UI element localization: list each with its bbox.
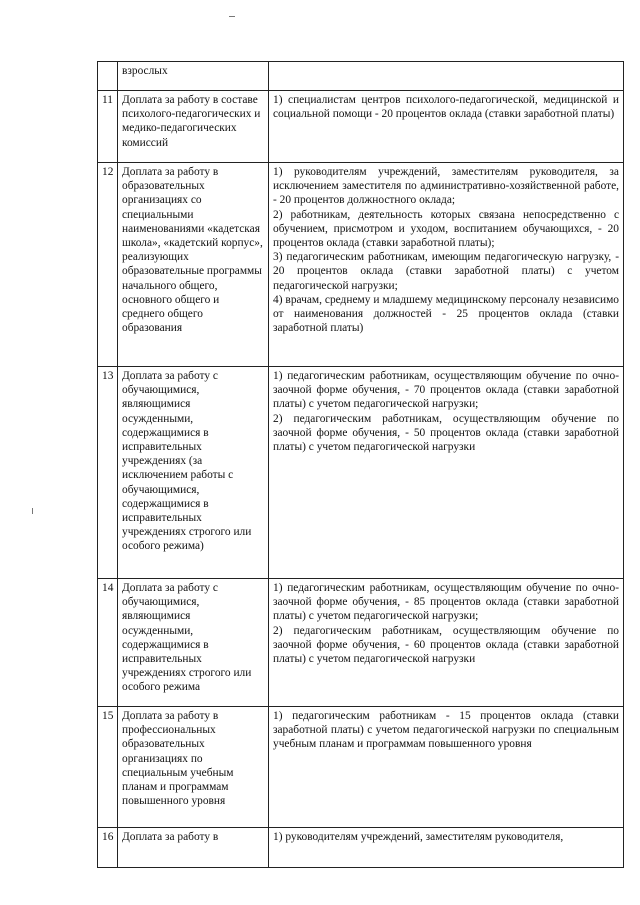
description-item: 2) педагогическим работникам, осуществляющим обучение по заочной форме обучения, - 50 процентов оклада (ставки заработной платы) с учетом педагогической нагрузки: [273, 412, 619, 454]
row-number: 15: [98, 707, 118, 828]
description-item: 1) специалистам центров психолого-педагогической, медицинской и социальной помощи - 20 процентов оклада (ставки заработной платы): [273, 94, 619, 121]
description-item: 1) педагогическим работникам, осуществляющим обучение по очно-заочной форме обучения, - 85 процентов оклада (ставки заработной платы) с учетом педагогической нагрузки;: [273, 582, 619, 623]
description-item: 1) педагогическим работникам - 15 процентов оклада (ставки заработной платы) с учетом педагогической нагрузки по специальным учебным планам и программам повышенного уровня: [273, 710, 619, 751]
table-row: [98, 707, 624, 828]
allowance-name: Доплата за работу с обучающимися, являющимися осужденными, содержащимися в исправительных учреждениях строгого или особого режима: [118, 579, 269, 707]
allowance-description: [269, 707, 624, 828]
description-item: 2) работникам, деятельность которых связана непосредственно с обучением, присмотром и уходом, воспитанием обучающихся, - 20 процентов оклада (ставки заработной платы);: [273, 208, 619, 250]
table-row: [98, 62, 624, 91]
scan-mark: [32, 508, 33, 514]
description-item: 2) педагогическим работникам, осуществляющим обучение по заочной форме обучения, - 60 процентов оклада (ставки заработной платы) с учетом педагогической нагрузки: [273, 624, 619, 666]
description-item: 3) педагогическим работникам, имеющим педагогическую нагрузку, - 20 процентов оклада (ставки заработной платы) с учетом педагогической нагрузки;: [273, 251, 619, 292]
allowance-name: Доплата за работу с обучающимися, являющимися осужденными, содержащимися в исправительных учреждениях (за исключением работы с обучающимися, содержащимися в исправительных учреждениях строгого или особого режима): [118, 367, 269, 579]
description-item: 4) врачам, среднему и младшему медицинскому персоналу независимо от наименования должностей - 25 процентов оклада (ставки заработной платы): [273, 293, 619, 335]
row-number: 16: [98, 828, 118, 868]
row-number: [98, 62, 118, 91]
allowance-name: Доплата за работу в профессиональных образовательных организациях по специальным учебным планам и программам повышенного уровня: [118, 707, 269, 828]
allowance-description: [269, 62, 624, 91]
description-item: 1) педагогическим работникам, осуществляющим обучение по очно-заочной форме обучения, - 70 процентов оклада (ставки заработной платы) с учетом педагогической нагрузки;: [273, 370, 619, 411]
table-row: [98, 828, 624, 868]
allowance-name: Доплата за работу в: [118, 828, 269, 868]
description-item: 1) руководителям учреждений, заместителям руководителя,: [273, 831, 564, 843]
allowance-name: взрослых: [118, 62, 269, 91]
allowance-name: Доплата за работу в образовательных организациях со специальными наименованиями «кадетская школа», «кадетский корпус», реализующих образовательные программы начального общего, основного общего и среднего общего образования: [118, 163, 269, 367]
allowance-description: [269, 828, 624, 868]
table-body: [98, 62, 624, 868]
row-number: 11: [98, 91, 118, 163]
table-row: [98, 163, 624, 367]
allowance-table: [97, 61, 624, 868]
description-item: 1) руководителям учреждений, заместителям руководителя, за исключением заместителя по административно-хозяйственной работе, - 20 процентов должностного оклада;: [273, 166, 619, 207]
table-row: [98, 91, 624, 163]
row-number: 14: [98, 579, 118, 707]
allowance-description: [269, 367, 624, 579]
scan-mark: [229, 16, 235, 17]
allowance-description: [269, 579, 624, 707]
table-row: [98, 367, 624, 579]
allowance-description: [269, 91, 624, 163]
allowance-name: Доплата за работу в составе психолого-педагогических и медико-педагогических комиссий: [118, 91, 269, 163]
row-number: 13: [98, 367, 118, 579]
table-row: [98, 579, 624, 707]
allowance-description: [269, 163, 624, 367]
row-number: 12: [98, 163, 118, 367]
